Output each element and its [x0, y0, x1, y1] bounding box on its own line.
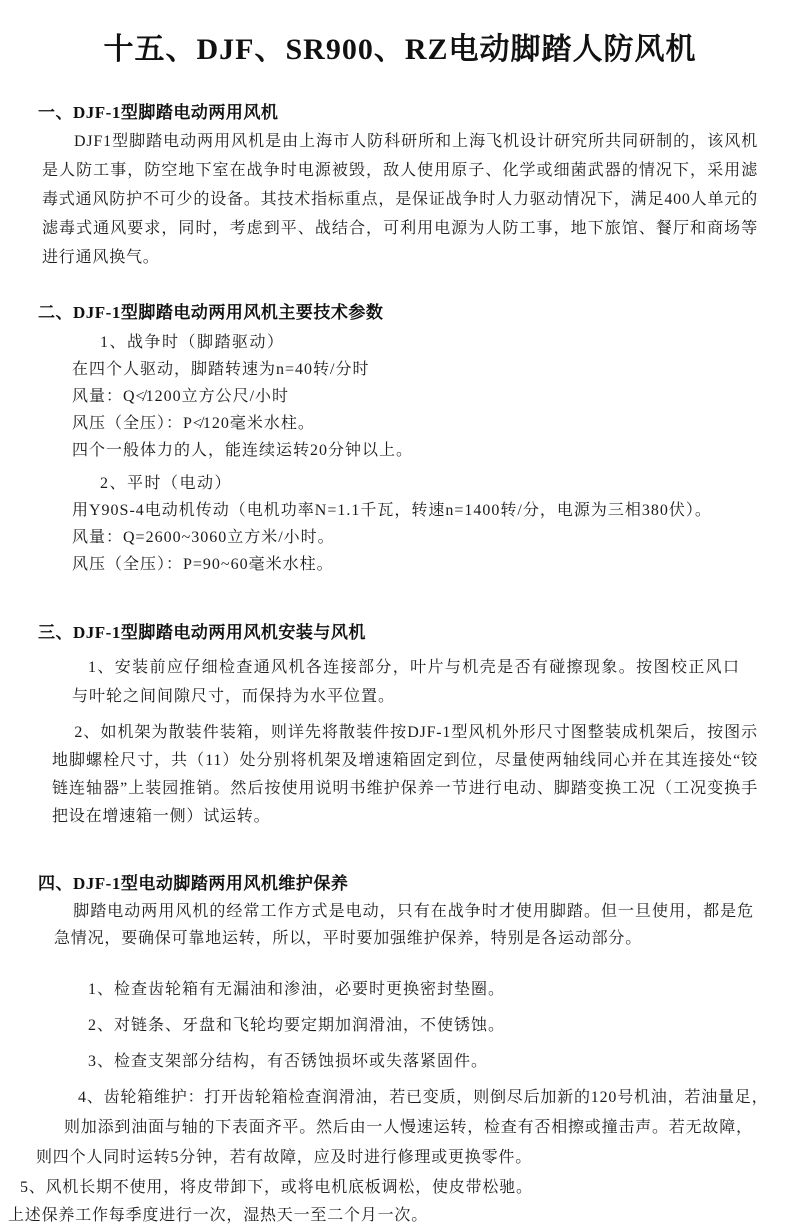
- maintenance-intro: 脚踏电动两用风机的经常工作方式是电动，只有在战争时才使用脚踏。但一旦使用，都是危急情况，要确保可靠地运转，所以，平时要加强维护保养，特别是各运动部分。: [54, 903, 754, 947]
- spec-subsection-1-title: 1、战争时（脚踏驱动）: [100, 334, 285, 351]
- spec-line-pressure-peace: 风压（全压）：P=90~60毫米水柱。: [72, 556, 334, 573]
- spec-line-airflow-peace: 风量：Q=2600~3060立方米/小时。: [72, 529, 335, 546]
- spec-line-motor: 用Y90S-4电动机传动（电机功率N=1.1千瓦，转速n=1400转/分，电源为三相380伏）。: [72, 502, 712, 519]
- install-item-2: 2、如机架为散装件装箱，则详先将散装件按DJF-1型风机外形尺寸图整装成机架后，按图示地脚螺栓尺寸，共（11）处分别将机架及增速箱固定到位，尽量使两轴线同心并在其连接处“铰链连轴器”上装园推销。然后按使用说明书维护保养一节进行电动、脚踏变换工况（工况变换手把设在增速箱一侧）试运转。: [52, 724, 758, 825]
- maintenance-item-2: 2、对链条、牙盘和飞轮均要定期加润滑油，不使锈蚀。: [88, 1017, 506, 1034]
- section-2-heading: 二、DJF-1型脚踏电动两用风机主要技术参数: [38, 303, 384, 322]
- section-1-paragraph: DJF1型脚踏电动两用风机是由上海市人防科研所和上海飞机设计研究所共同研制的，该风机是人防工事，防空地下室在战争时电源被毁，敌人使用原子、化学或细菌武器的情况下，采用滤毒式通风防护不可少的设备。其技术指标重点，是保证战争时人力驱动情况下，满足400人单元的滤毒式通风要求，同时，考虑到平、战结合，可利用电源为人防工事，地下旅馆、餐厅和商场等进行通风换气。: [42, 133, 758, 266]
- spec-subsection-2-title: 2、平时（电动）: [100, 475, 233, 492]
- maintenance-item-5: 5、风机长期不使用，将皮带卸下，或将电机底板调松，使皮带松驰。: [20, 1179, 533, 1196]
- maintenance-item-4-line-3: 则四个人同时运转5分钟，若有故障，应及时进行修理或更换零件。: [36, 1149, 533, 1166]
- maintenance-item-3: 3、检查支架部分结构，有否锈蚀损坏或失落紧固件。: [88, 1053, 489, 1070]
- maintenance-item-4-line-2: 则加添到油面与轴的下表面齐平。然后由一人慢速运转，检查有否相擦或撞击声。若无故障，: [64, 1119, 753, 1136]
- maintenance-closing: 上述保养工作每季度进行一次，湿热天一至二个月一次。: [8, 1207, 429, 1224]
- section-4-heading: 四、DJF-1型电动脚踏两用风机维护保养: [38, 874, 349, 893]
- spec-line-pressure-war: 风压（全压）：P≮120毫米水柱。: [72, 415, 315, 432]
- maintenance-item-1: 1、检查齿轮箱有无漏油和渗油，必要时更换密封垫圈。: [88, 981, 506, 998]
- spec-line-endurance: 四个一般体力的人，能连续运转20分钟以上。: [72, 442, 414, 459]
- install-item-1: 1、安装前应仔细检查通风机各连接部分，叶片与机壳是否有碰擦现象。按图校正风口与叶轮之间间隙尺寸，而保持为水平位置。: [72, 659, 740, 705]
- spec-line-drive: 在四个人驱动，脚踏转速为n=40转/分时: [72, 361, 370, 378]
- document-title: 十五、DJF、SR900、RZ电动脚踏人防风机: [103, 33, 697, 66]
- spec-subsection-wartime: [0, 329, 800, 464]
- section-3-heading: 三、DJF-1型脚踏电动两用风机安装与风机: [38, 623, 366, 642]
- maintenance-item-4-line-1: 4、齿轮箱维护：打开齿轮箱检查润滑油，若已变质，则倒尽后加新的120号机油，若油量足，: [78, 1089, 769, 1106]
- spec-subsection-peacetime: [0, 470, 800, 578]
- section-1-heading: 一、DJF-1型脚踏电动两用风机: [38, 103, 279, 122]
- spec-line-airflow-war: 风量：Q≮1200立方公尺/小时: [72, 388, 290, 405]
- document-page: [0, 24, 800, 1224]
